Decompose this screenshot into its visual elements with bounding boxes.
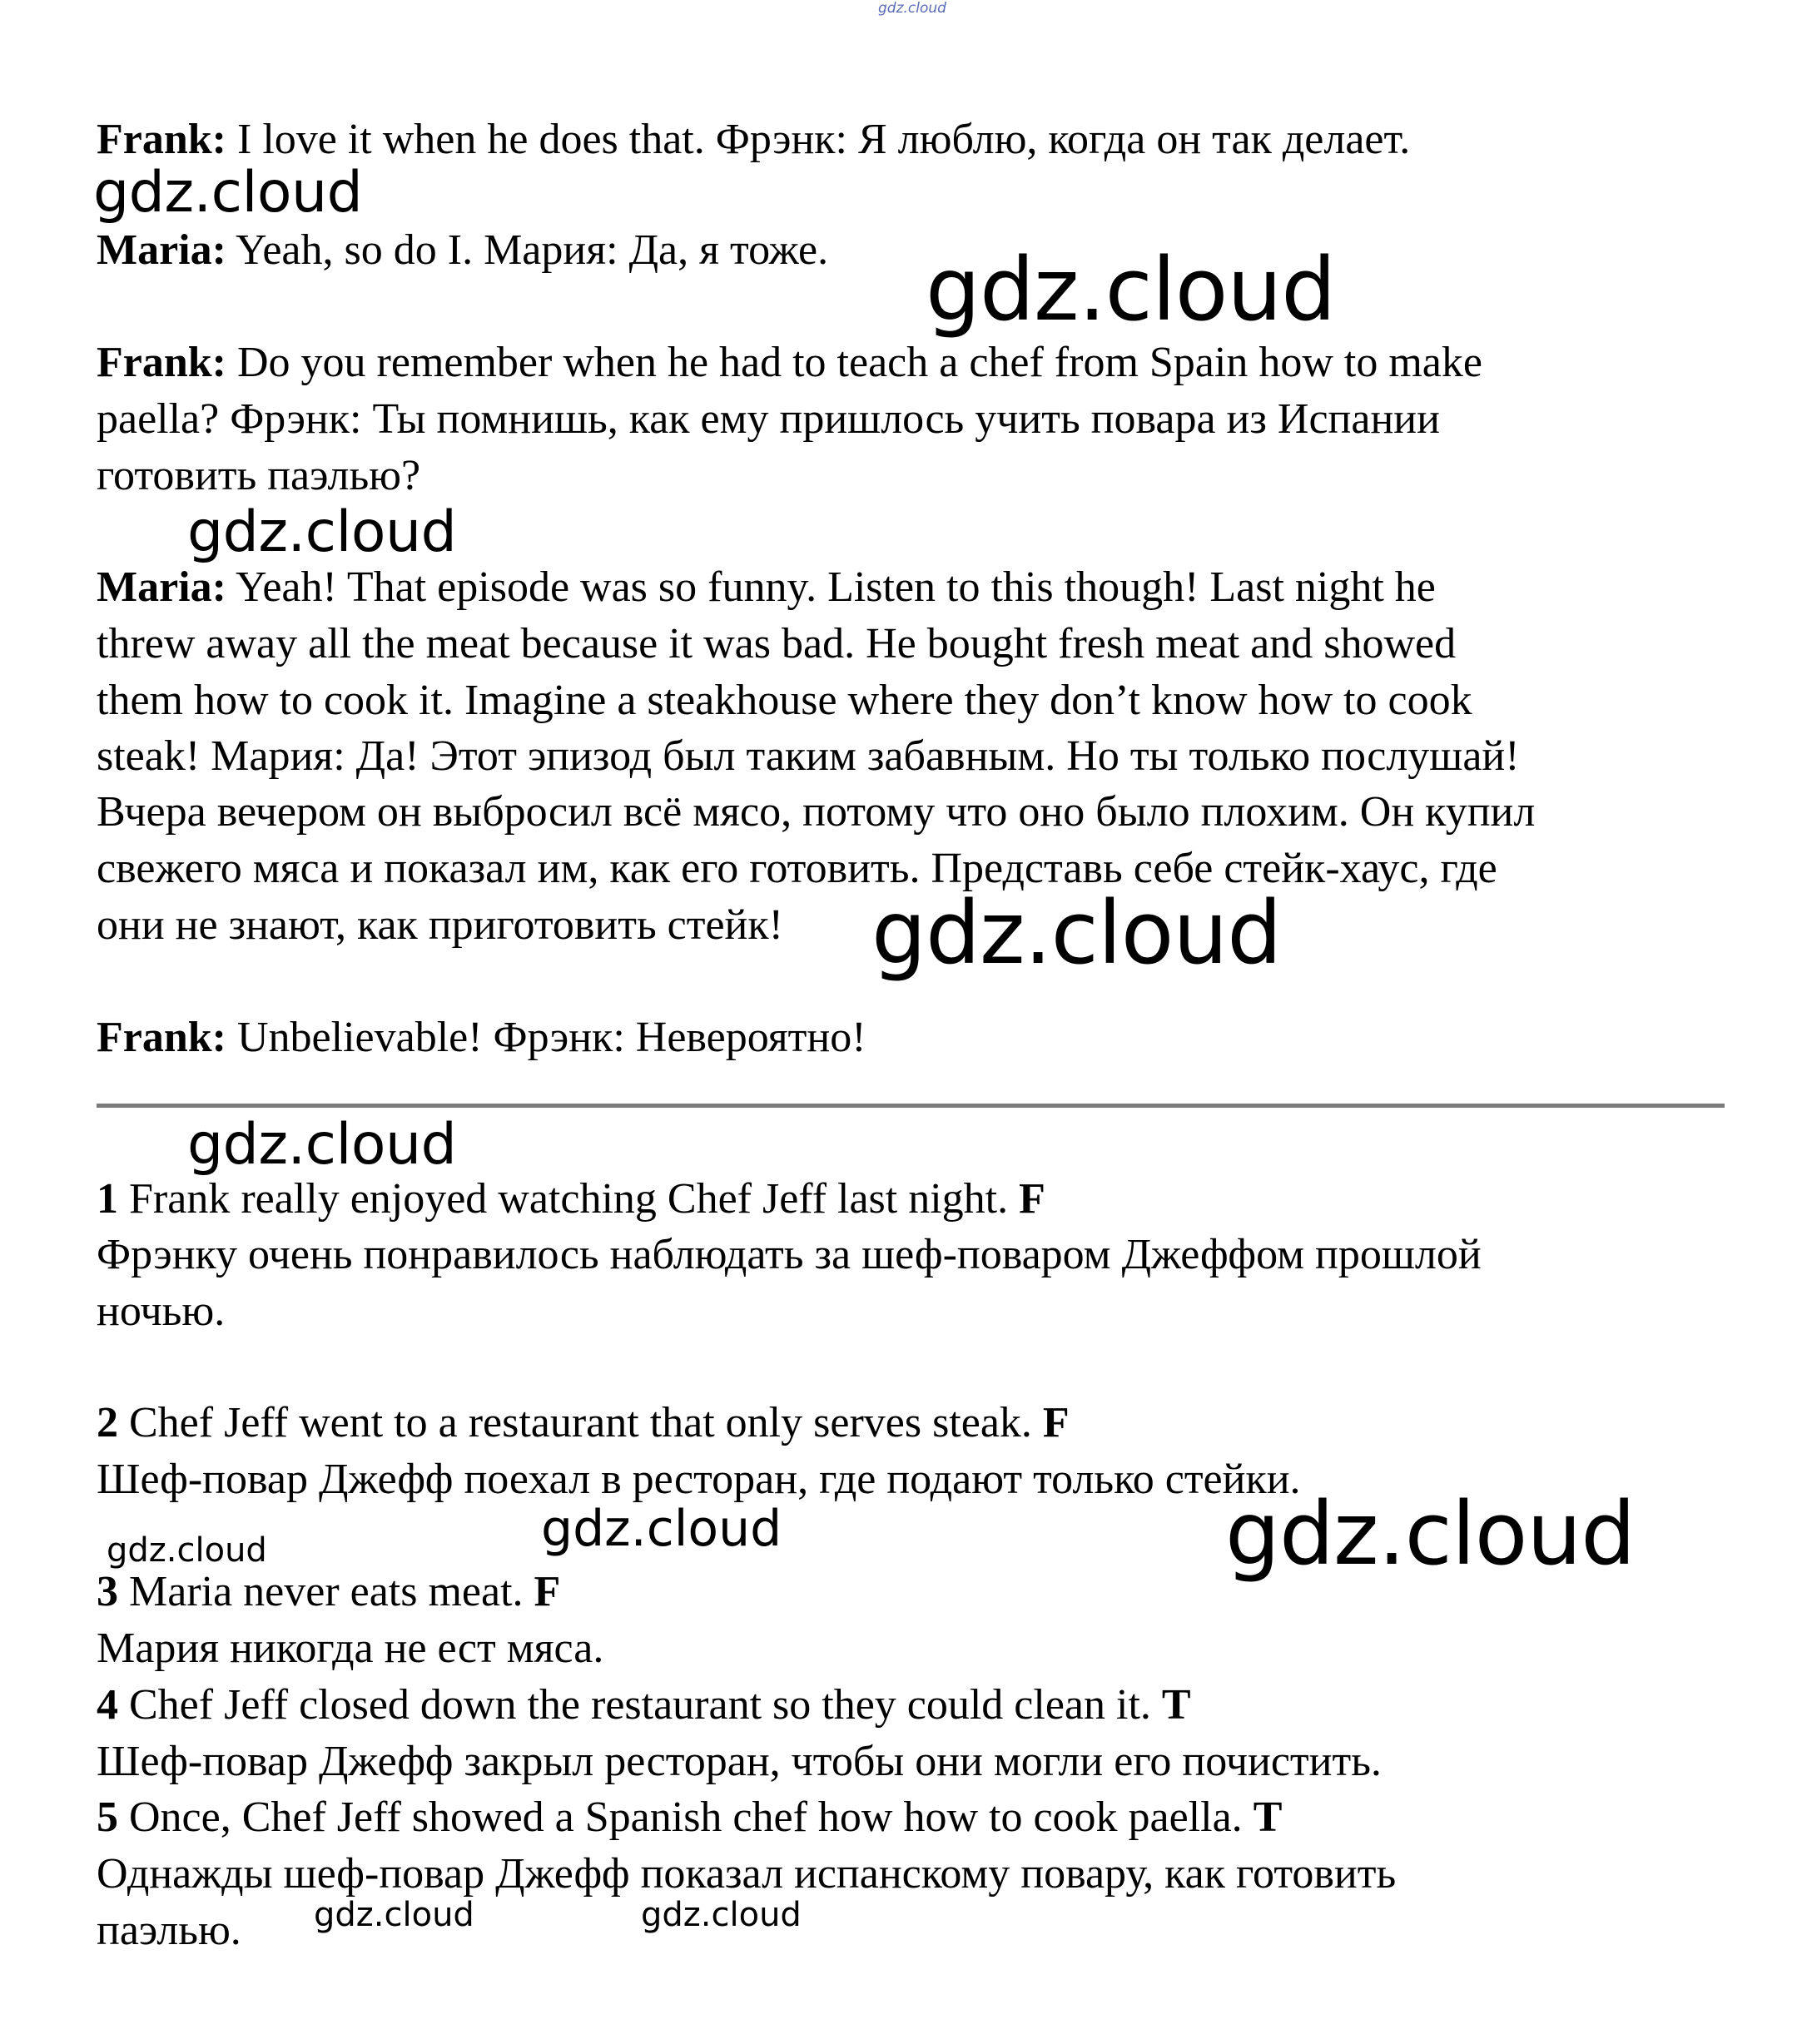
answer-number: 1 bbox=[97, 1175, 118, 1223]
dialogue-line: Вчера вечером он выбросил всё мясо, потому что оно было плохим. Он купил bbox=[97, 788, 1536, 836]
answer-statement: Chef Jeff closed down the restaurant so they could clean it. bbox=[118, 1681, 1162, 1729]
speaker-label: Frank: bbox=[97, 116, 226, 163]
answer-item bbox=[97, 1790, 1282, 1845]
dialogue-line: они не знают, как приготовить стейк! bbox=[97, 901, 783, 949]
answer-statement: Once, Chef Jeff showed a Spanish chef how how to cook paella. bbox=[118, 1793, 1254, 1841]
answer-translation: паэлью. bbox=[97, 1907, 241, 1954]
answer-translation: Фрэнку очень понравилось наблюдать за шеф-поваром Джеффом прошлой bbox=[97, 1231, 1482, 1278]
answer-statement: Frank really enjoyed watching Chef Jeff last night. bbox=[118, 1175, 1020, 1223]
dialogue-line: свежего мяса и показал им, как его готовить. Представь себе стейк-хаус, где bbox=[97, 845, 1497, 892]
dialogue-line bbox=[97, 560, 1436, 615]
dialogue-line bbox=[97, 335, 1482, 390]
section-divider bbox=[97, 1104, 1725, 1108]
watermark: gdz.cloud bbox=[871, 882, 1282, 984]
watermark: gdz.cloud bbox=[187, 499, 457, 565]
answer-number: 2 bbox=[97, 1399, 118, 1446]
dialogue-text: I love it when he does that. Фрэнк: Я люблю, когда он так делает. bbox=[226, 116, 1411, 163]
watermark: gdz.cloud bbox=[187, 1112, 457, 1178]
answer-translation: Шеф-повар Джефф закрыл ресторан, чтобы они могли его почистить. bbox=[97, 1738, 1382, 1785]
answer-translation: Шеф-повар Джефф поехал в ресторан, где подают только стейки. bbox=[97, 1456, 1301, 1503]
speaker-label: Maria: bbox=[97, 226, 226, 274]
answer-number: 5 bbox=[97, 1793, 118, 1841]
watermark-top: gdz.cloud bbox=[878, 0, 946, 17]
dialogue-line: готовить паэлью? bbox=[97, 452, 421, 499]
dialogue-line bbox=[97, 223, 828, 278]
watermark: gdz.cloud bbox=[926, 239, 1336, 340]
watermark: gdz.cloud bbox=[93, 160, 363, 226]
answer-mark: T bbox=[1253, 1793, 1283, 1841]
dialogue-line: paella? Фрэнк: Ты помнишь, как ему пришлось учить повара из Испании bbox=[97, 395, 1440, 443]
answer-mark: F bbox=[1042, 1399, 1070, 1446]
answer-item bbox=[97, 1172, 1045, 1227]
dialogue-text: Yeah, so do I. Мария: Да, я тоже. bbox=[226, 226, 829, 274]
watermark: gdz.cloud bbox=[541, 1500, 782, 1558]
dialogue-line: steak! Мария: Да! Этот эпизод был таким забавным. Но ты только послушай! bbox=[97, 732, 1520, 780]
answer-number: 3 bbox=[97, 1568, 118, 1615]
dialogue-text: Do you remember when he had to teach a chef from Spain how to make bbox=[226, 339, 1482, 386]
answer-item bbox=[97, 1565, 560, 1620]
watermark: gdz.cloud bbox=[1225, 1483, 1636, 1585]
watermark: gdz.cloud bbox=[314, 1896, 474, 1934]
answer-number: 4 bbox=[97, 1681, 118, 1729]
answer-statement: Maria never eats meat. bbox=[118, 1568, 534, 1615]
speaker-label: Maria: bbox=[97, 563, 226, 611]
answer-statement: Chef Jeff went to a restaurant that only serves steak. bbox=[118, 1399, 1043, 1446]
dialogue-text: Yeah! That episode was so funny. Listen to this though! Last night he bbox=[226, 563, 1436, 611]
answer-translation: Однажды шеф-повар Джефф показал испанскому повару, как готовить bbox=[97, 1850, 1397, 1898]
dialogue-line bbox=[97, 1010, 866, 1065]
answer-mark: F bbox=[1019, 1175, 1045, 1223]
speaker-label: Frank: bbox=[97, 1014, 226, 1061]
answer-translation: ночью. bbox=[97, 1287, 226, 1335]
dialogue-line: them how to cook it. Imagine a steakhouse where they don’t know how to cook bbox=[97, 677, 1472, 724]
watermark: gdz.cloud bbox=[107, 1531, 267, 1570]
answer-item bbox=[97, 1678, 1191, 1733]
watermark: gdz.cloud bbox=[641, 1896, 802, 1934]
answer-item bbox=[97, 1396, 1070, 1451]
dialogue-line: threw away all the meat because it was bad. He bought fresh meat and showed bbox=[97, 620, 1457, 667]
answer-mark: T bbox=[1161, 1681, 1191, 1729]
answer-mark: F bbox=[534, 1568, 561, 1615]
speaker-label: Frank: bbox=[97, 339, 226, 386]
answer-translation: Мария никогда не ест мяса. bbox=[97, 1625, 604, 1672]
dialogue-text: Unbelievable! Фрэнк: Невероятно! bbox=[226, 1014, 866, 1061]
